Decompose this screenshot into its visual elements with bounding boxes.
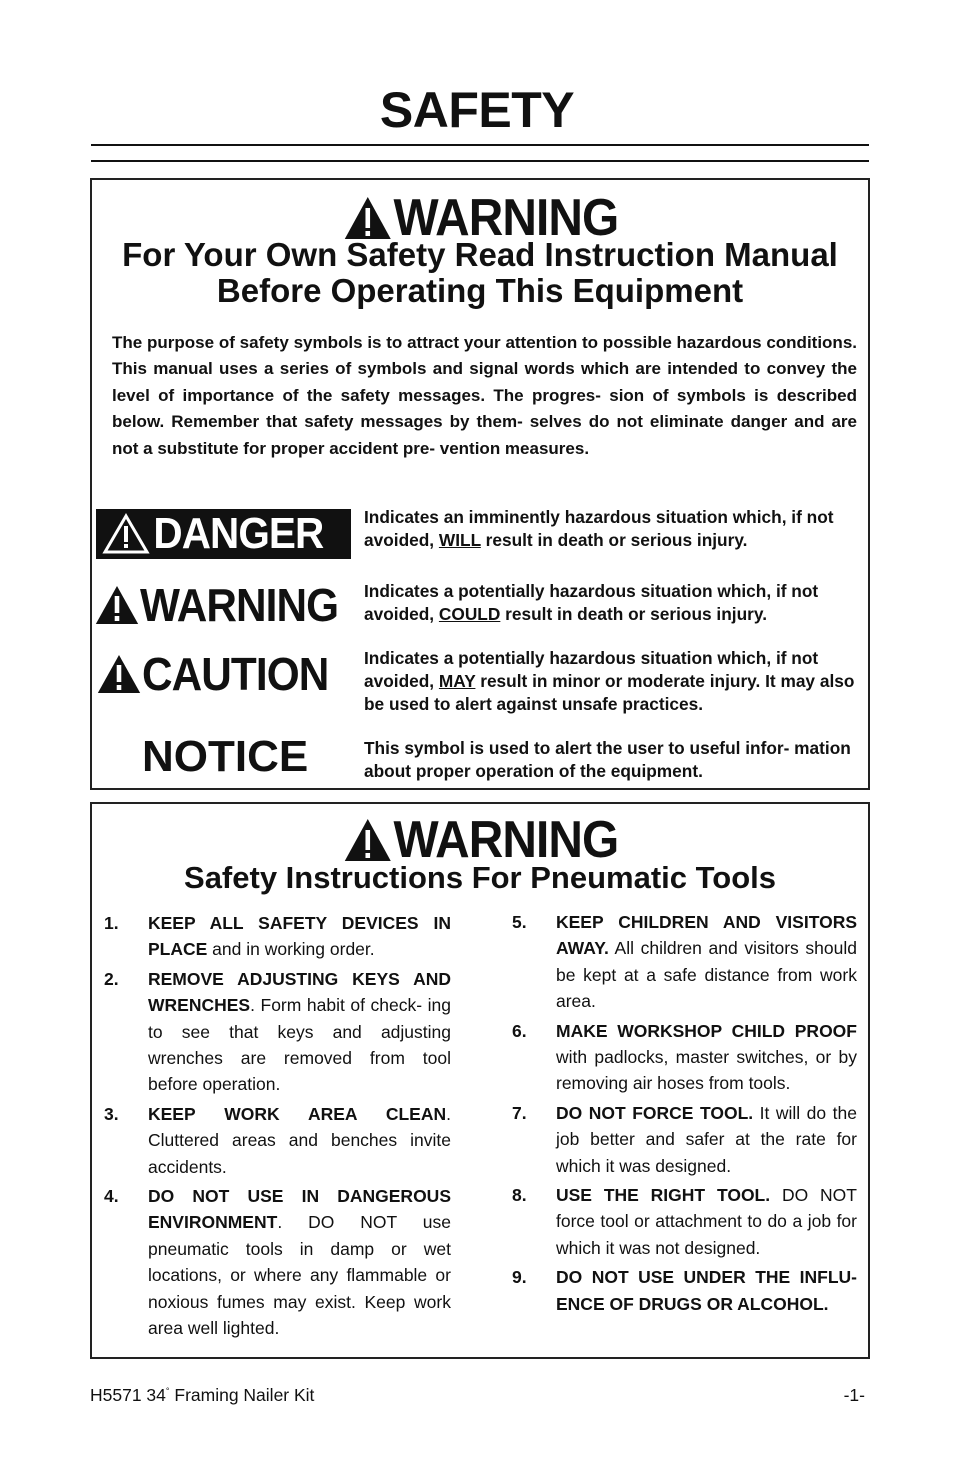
list-item: 8. USE THE RIGHT TOOL. DO NOT force tool or attachment to do a job for which it was not designed. — [512, 1185, 857, 1258]
instructions-right-column — [512, 909, 857, 1320]
list-item: 4. DO NOT USE IN DANGEROUS ENVIRONMENT. DO NOT use pneumatic tools in damp or wet locations, or where any flammable or noxious fumes may exist. Keep work area well lighted. — [104, 1186, 451, 1339]
warning-label: WARNING — [140, 579, 339, 631]
page-title: SAFETY — [379, 82, 575, 138]
intro-paragraph: The purpose of safety symbols is to attract your attention to possible hazardous conditions. This manual uses a series of symbols and signal words which are intended to convey the level of importance of the safety messages. The progres- sion of symbols is described below. Remember that safety messages by them- selves do not eliminate danger and are not a substitute for proper accident pre- vention measures. — [112, 333, 857, 458]
caution-badge — [96, 647, 349, 701]
danger-label: DANGER — [153, 509, 324, 558]
pneumatic-safety-box — [90, 802, 870, 1359]
warning-triangle-icon — [94, 584, 140, 626]
warning-heading-2: WARNING — [393, 811, 619, 869]
list-item: 3. KEEP WORK AREA CLEAN. Cluttered areas and benches invite accidents. — [104, 1103, 451, 1177]
warning-description: Indicates a potentially hazardous situation which, if not avoided, COULD result in death or serious injury. — [364, 581, 819, 624]
instructions-left-column — [104, 910, 451, 1345]
danger-badge — [96, 509, 351, 559]
page-number: -1- — [843, 1385, 865, 1405]
safety-read-manual-line1: For Your Own Safety Read Instruction Manual — [122, 236, 838, 273]
list-item: 2. REMOVE ADJUSTING KEYS AND WRENCHES. Form habit of check- ing to see that keys and adjusting wrenches are removed from tool before operation. — [104, 968, 451, 1095]
safety-read-manual-line2: Before Operating This Equipment — [216, 272, 744, 309]
caution-description: Indicates a potentially hazardous situation which, if not avoided, MAY result in minor or moderate injury. It may also be used to alert against unsafe practices. — [364, 648, 855, 714]
footer-model: H5571 34° Framing Nailer Kit — [90, 1385, 315, 1405]
danger-description: Indicates an imminently hazardous situation which, if not avoided, WILL result in death or serious injury. — [364, 507, 834, 550]
list-item: 6. MAKE WORKSHOP CHILD PROOF with padlocks, master switches, or by removing air hoses from tools. — [512, 1020, 857, 1094]
caution-triangle-icon — [96, 653, 142, 695]
notice-label: NOTICE — [142, 732, 309, 781]
list-item: 7. DO NOT FORCE TOOL. It will do the job better and safer at the rate for which it was designed. — [512, 1102, 857, 1176]
list-item: 9. DO NOT USE UNDER THE INFLU- ENCE OF DRUGS OR ALCOHOL. — [512, 1267, 857, 1314]
warning-triangle-icon — [342, 194, 394, 242]
list-item: 1. KEEP ALL SAFETY DEVICES IN PLACE and in working order. — [104, 913, 451, 960]
pneumatic-subtitle: Safety Instructions For Pneumatic Tools — [184, 860, 776, 895]
second-rule — [91, 160, 869, 162]
top-rule — [91, 144, 869, 146]
warning-badge — [94, 578, 359, 632]
list-item: 5. KEEP CHILDREN AND VISITORS AWAY. All children and visitors should be kept at a safe distance from work area. — [512, 912, 857, 1012]
notice-description: This symbol is used to alert the user to useful infor- mation about proper operation of the equipment. — [364, 738, 851, 781]
danger-triangle-icon — [102, 513, 150, 555]
caution-label: CAUTION — [142, 648, 329, 700]
safety-symbols-box — [90, 178, 870, 790]
warning-triangle-icon — [342, 816, 394, 864]
warning-heading: WARNING — [393, 189, 619, 247]
